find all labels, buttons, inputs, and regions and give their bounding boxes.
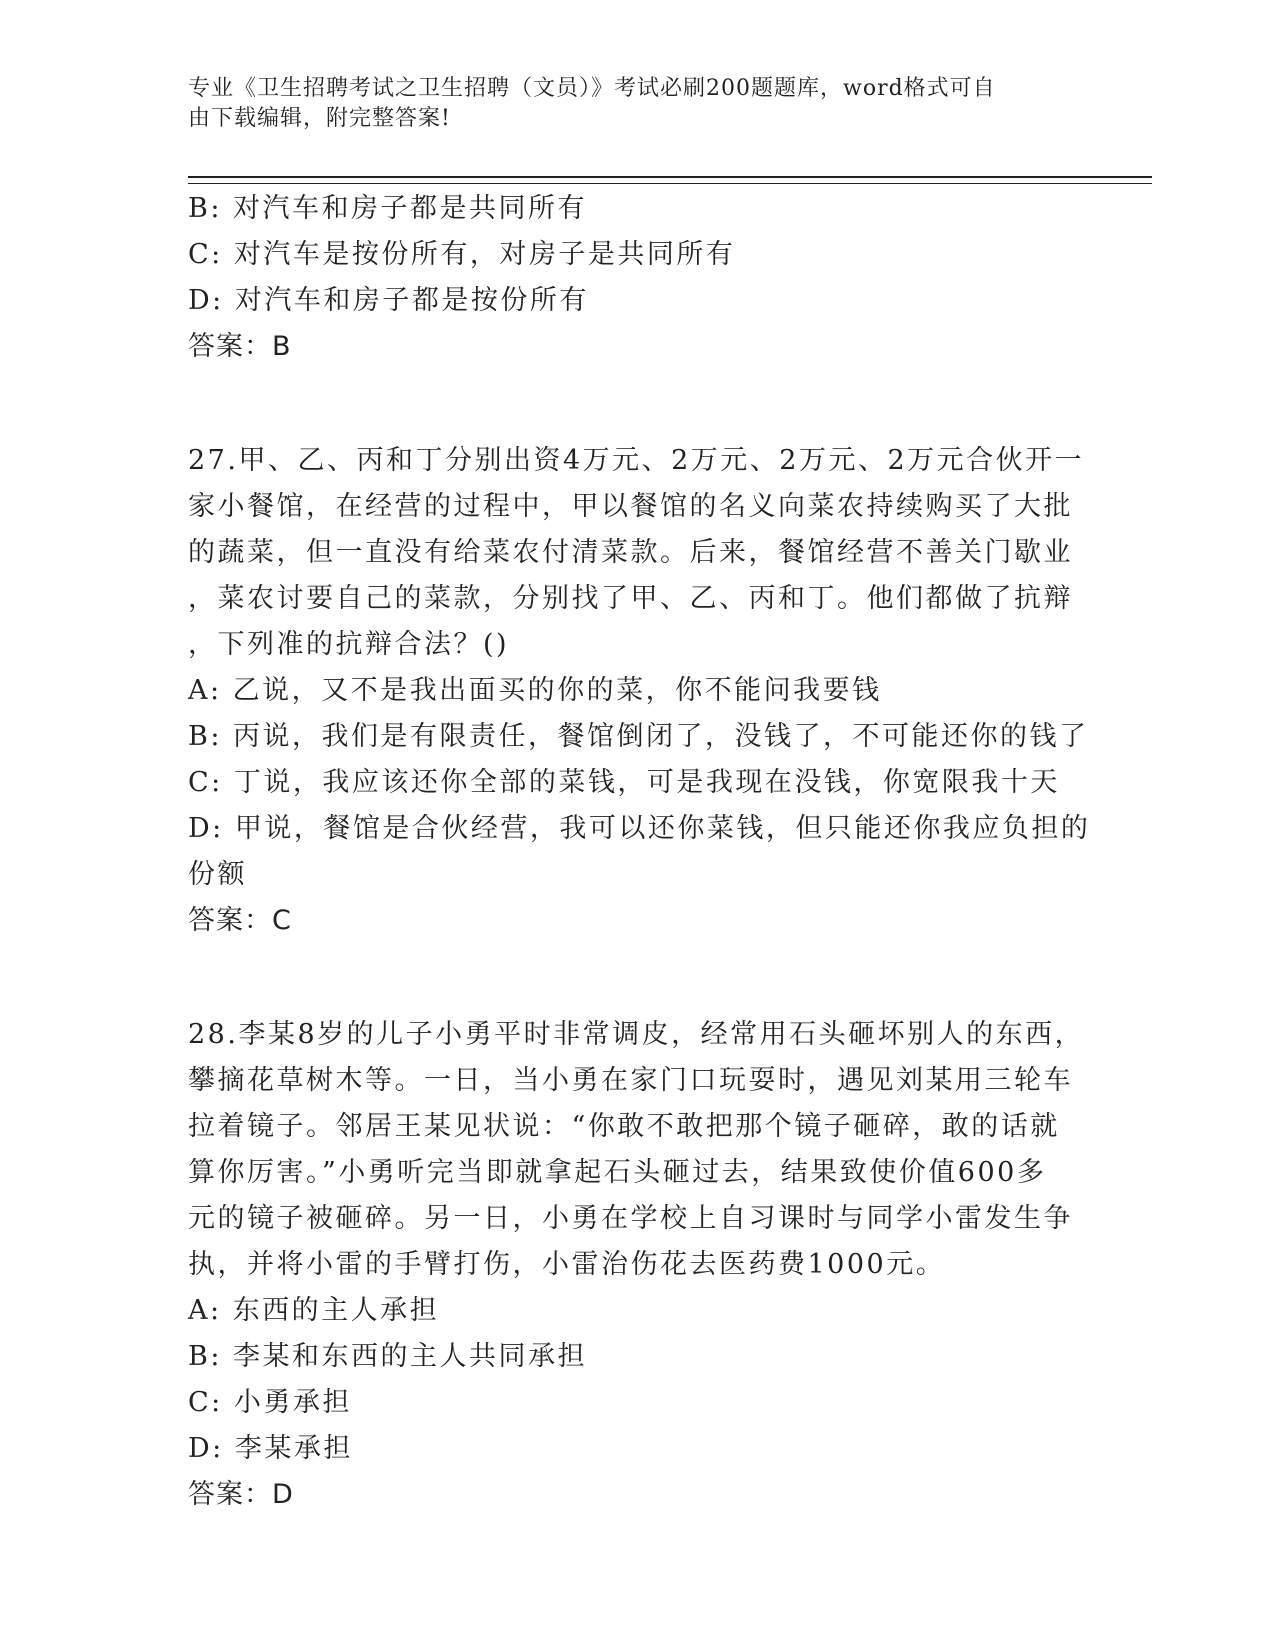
q26-answer: 答案：B — [188, 331, 292, 362]
header-divider-thick — [188, 176, 1152, 178]
q28-stem-line: 攀摘花草树木等。一日，当小勇在家门口玩耍时，遇见刘某用三轮车 — [188, 1065, 1073, 1096]
q28-option-a: A: 东西的主人承担 — [188, 1295, 440, 1326]
q28-stem-line: 拉着镜子。邻居王某见状说：“你敢不敢把那个镜子砸碎，敢的话就 — [188, 1111, 1060, 1142]
q27-option-d-continued: 份额 — [188, 859, 247, 890]
q28-option-d: D: 李某承担 — [188, 1433, 353, 1464]
q28-stem-line: 算你厉害。”小勇听完当即就拿起石头砸过去，结果致使价值600多 — [188, 1157, 1047, 1188]
q28-answer: 答案：D — [188, 1479, 294, 1510]
q28-stem-line: 执，并将小雷的手臂打伤，小雷治伤花去医药费1000元。 — [188, 1249, 946, 1280]
spacer — [188, 944, 1088, 1012]
q27-stem-line: 家小餐馆，在经营的过程中，甲以餐馆的名义向菜农持续购买了大批 — [188, 491, 1073, 522]
q27-option-d: D: 甲说，餐馆是合伙经营，我可以还你菜钱，但只能还你我应负担的 — [188, 813, 1091, 844]
q28-option-b: B: 李某和东西的主人共同承担 — [188, 1341, 588, 1372]
q26-option-d: D: 对汽车和房子都是按份所有 — [188, 285, 589, 316]
q27-stem-line: 27.甲、乙、丙和丁分别出资4万元、2万元、2万元、2万元合伙开一 — [188, 445, 1085, 476]
q27-answer: 答案：C — [188, 905, 292, 936]
header-line-2: 由下载编辑，附完整答案! — [188, 106, 451, 131]
q27-option-a: A: 乙说，又不是我出面买的你的菜，你不能问我要钱 — [188, 675, 882, 706]
q26-option-b: B: 对汽车和房子都是共同所有 — [188, 193, 588, 224]
spacer — [188, 370, 1088, 438]
q27-stem-line: ，菜农讨要自己的菜款，分别找了甲、乙、丙和丁。他们都做了抗辩 — [188, 583, 1073, 614]
q28-option-c: C: 小勇承担 — [188, 1387, 352, 1418]
question-27 — [188, 438, 1091, 944]
question-26-tail — [188, 186, 1088, 370]
header-line-1: 专业《卫生招聘考试之卫生招聘（文员）》考试必刷200题题库，word格式可自 — [188, 76, 996, 101]
question-28 — [188, 1012, 1088, 1518]
q27-option-b: B: 丙说，我们是有限责任，餐馆倒闭了，没钱了，不可能还你的钱了 — [188, 721, 1089, 752]
question-content — [188, 186, 1091, 1518]
q27-option-c: C: 丁说，我应该还你全部的菜钱，可是我现在没钱，你宽限我十天 — [188, 767, 1060, 798]
q28-stem-line: 28.李某8岁的儿子小勇平时非常调皮，经常用石头砸坏别人的东西， — [188, 1019, 1085, 1050]
q27-stem-line: ，下列准的抗辩合法？() — [188, 629, 510, 660]
q26-option-c: C: 对汽车是按份所有，对房子是共同所有 — [188, 239, 736, 270]
document-header — [188, 74, 1068, 134]
header-divider-thin — [188, 183, 1152, 184]
q27-stem-line: 的蔬菜，但一直没有给菜农付清菜款。后来，餐馆经营不善关门歇业 — [188, 537, 1073, 568]
q28-stem-line: 元的镜子被砸碎。另一日，小勇在学校上自习课时与同学小雷发生争 — [188, 1203, 1073, 1234]
